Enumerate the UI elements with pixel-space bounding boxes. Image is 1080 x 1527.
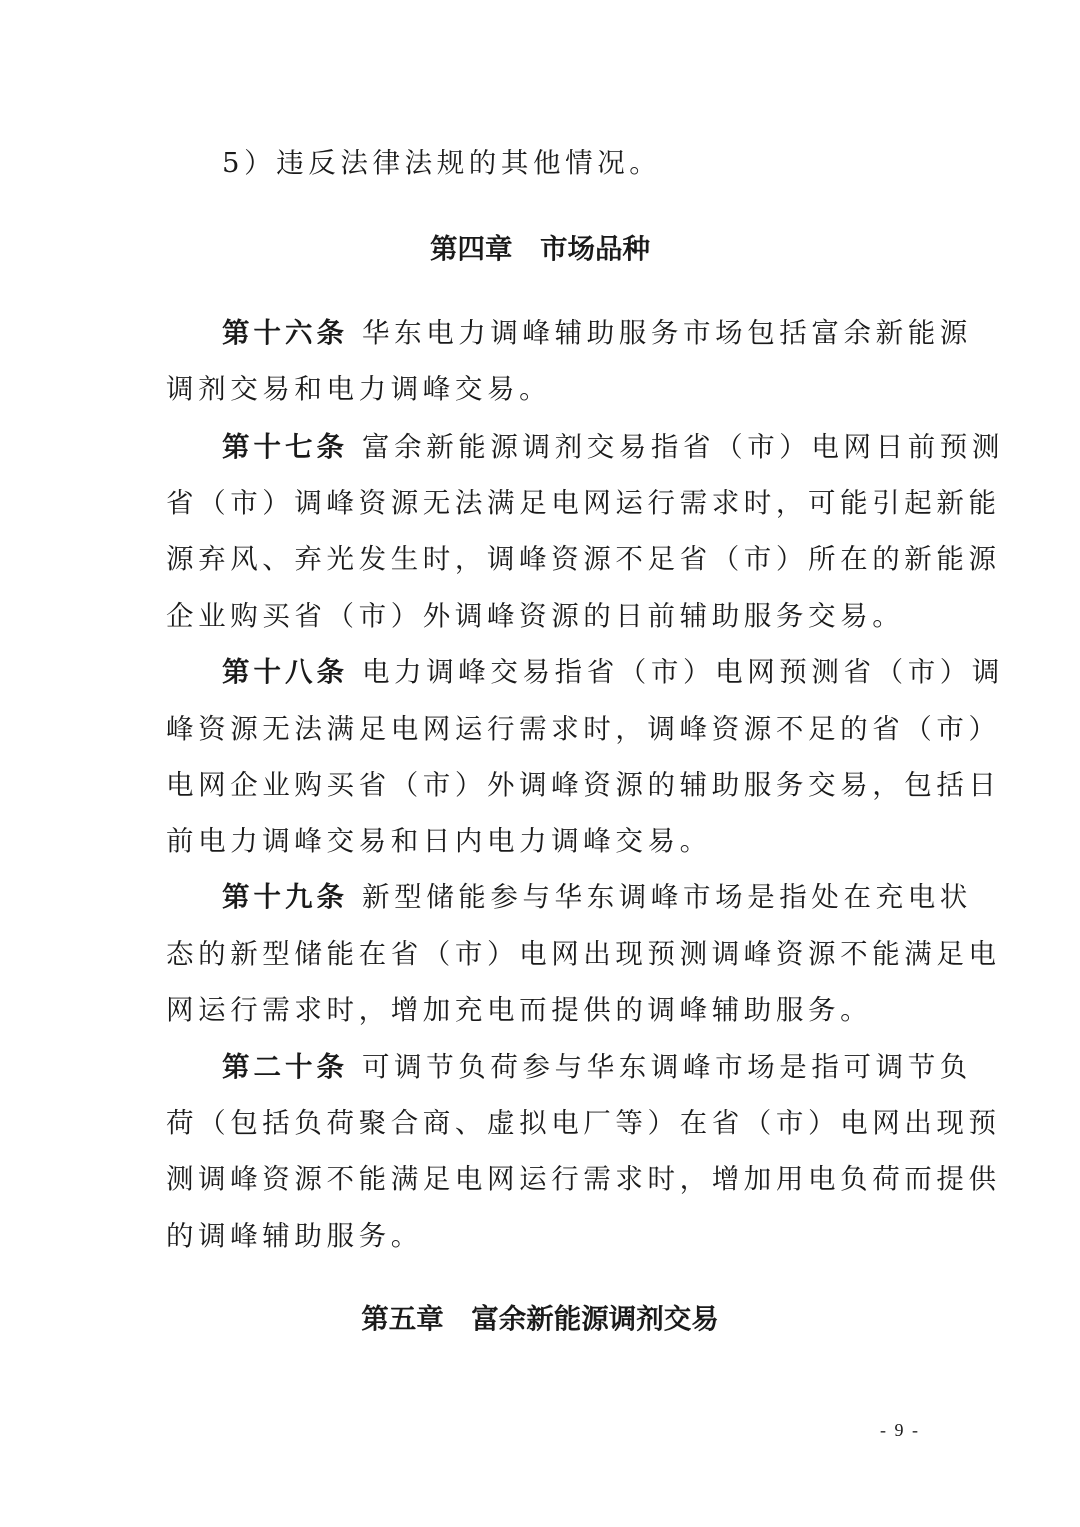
article-19-line-2: 态的新型储能在省（市）电网出现预测调峰资源不能满足电 [166, 938, 1001, 970]
article-17-line-3: 源弃风、弃光发生时，调峰资源不足省（市）所在的新能源 [166, 543, 1001, 575]
article-19-line-1: 新型储能参与华东调峰市场是指处在充电状 [362, 881, 972, 913]
article-17-line-1: 富余新能源调剂交易指省（市）电网日前预测 [362, 431, 1004, 463]
item-5-text: 5）违反法律法规的其他情况。 [222, 147, 662, 179]
article-20-line-4: 的调峰辅助服务。 [166, 1220, 423, 1252]
article-18-line-1: 电力调峰交易指省（市）电网预测省（市）调 [362, 656, 1004, 688]
article-20-line-1: 可调节负荷参与华东调峰市场是指可调节负 [362, 1051, 972, 1083]
article-18-line-4: 前电力调峰交易和日内电力调峰交易。 [166, 825, 712, 857]
article-17-line-2: 省（市）调峰资源无法满足电网运行需求时，可能引起新能 [166, 487, 1001, 519]
article-17-line-4: 企业购买省（市）外调峰资源的日前辅助服务交易。 [166, 600, 905, 632]
article-16-line-2: 调剂交易和电力调峰交易。 [166, 373, 552, 405]
article-20-first-line [222, 1050, 972, 1084]
article-20-line-2: 荷（包括负荷聚合商、虚拟电厂等）在省（市）电网出现预 [166, 1107, 1001, 1139]
article-16-line-1: 华东电力调峰辅助服务市场包括富余新能源 [362, 317, 972, 349]
article-16-label: 第十六条 [222, 317, 348, 349]
article-18-line-3: 电网企业购买省（市）外调峰资源的辅助服务交易，包括日 [166, 769, 1001, 801]
article-20-label: 第二十条 [222, 1051, 348, 1083]
article-19-line-3: 网运行需求时，增加充电而提供的调峰辅助服务。 [166, 994, 873, 1026]
article-17-first-line [222, 430, 1004, 464]
article-18-first-line [222, 655, 1004, 689]
chapter-5-heading: 第五章 富余新能源调剂交易 [361, 1303, 719, 1335]
article-19-first-line [222, 880, 972, 914]
article-18-label: 第十八条 [222, 656, 348, 688]
chapter-4-heading: 第四章 市场品种 [430, 233, 650, 265]
article-16-first-line [222, 316, 972, 350]
article-20-line-3: 测调峰资源不能满足电网运行需求时，增加用电负荷而提供 [166, 1163, 1001, 1195]
page-number: - 9 - [880, 1420, 920, 1440]
article-18-line-2: 峰资源无法满足电网运行需求时，调峰资源不足的省（市） [166, 713, 1001, 745]
article-17-label: 第十七条 [222, 431, 348, 463]
article-19-label: 第十九条 [222, 881, 348, 913]
